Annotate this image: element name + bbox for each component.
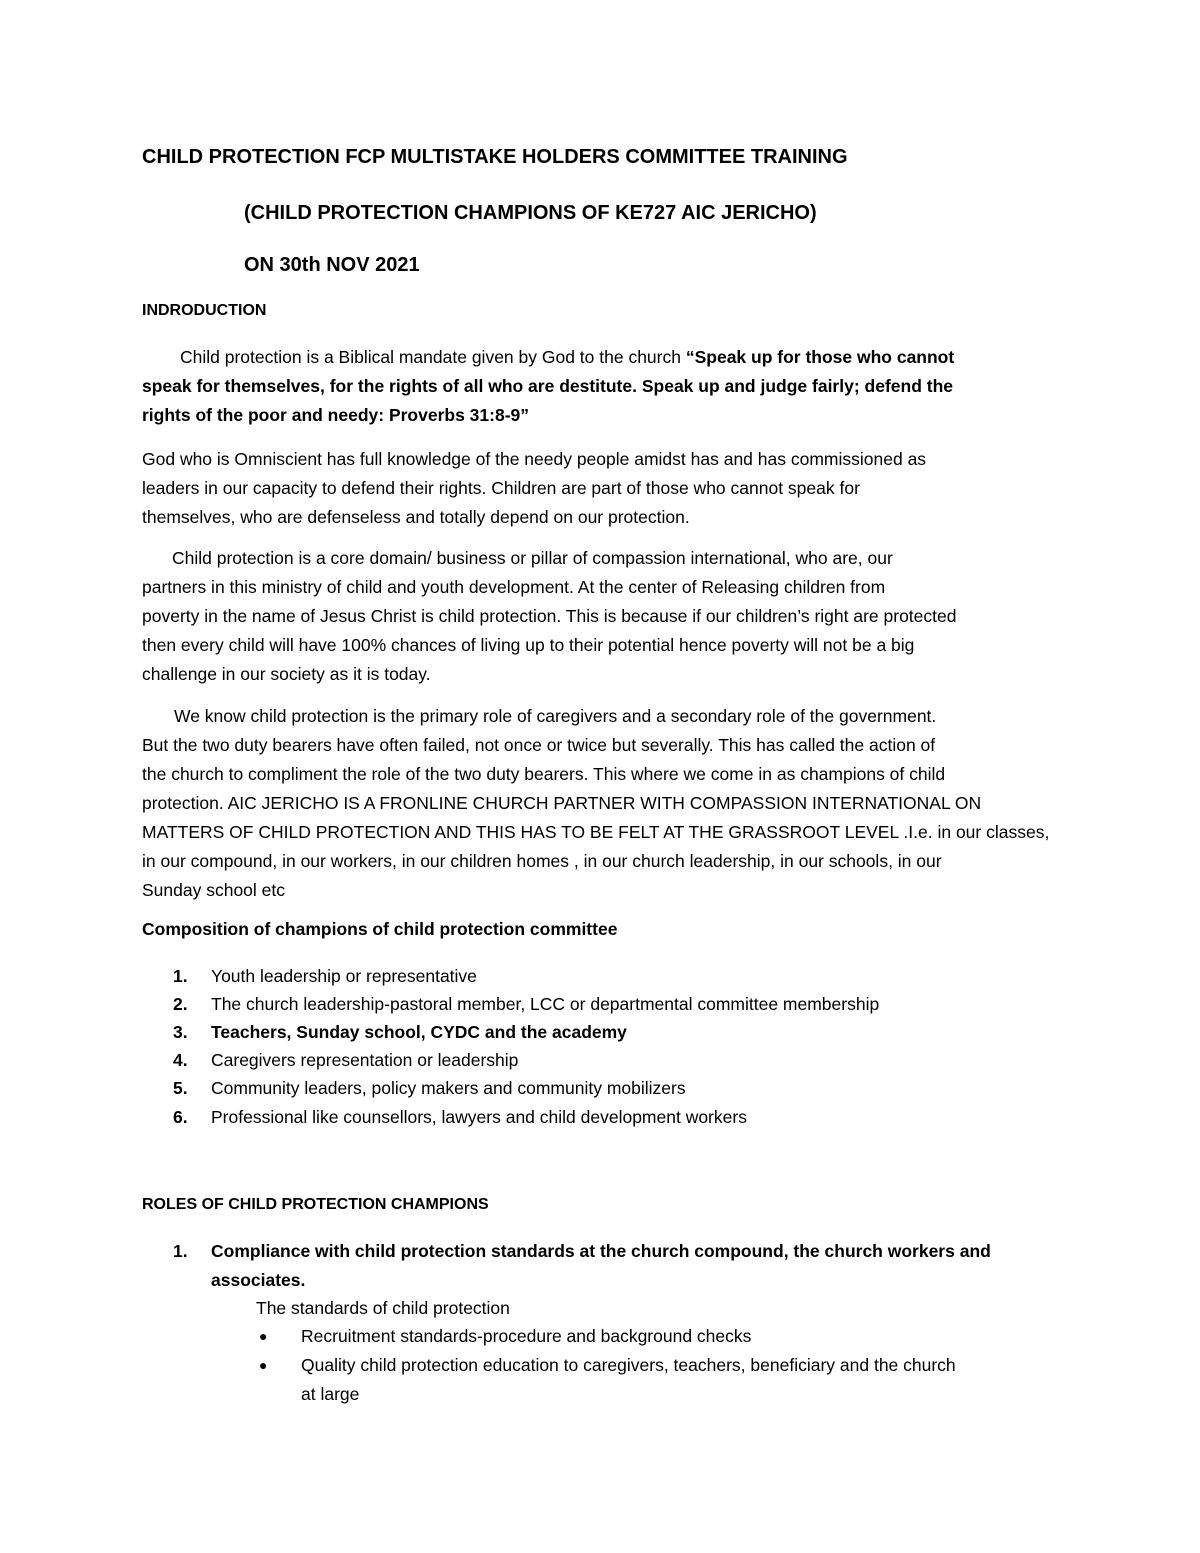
intro-paragraph-1 <box>142 343 1067 430</box>
doc-title-line-2: (CHILD PROTECTION CHAMPIONS OF KE727 AIC JERICHO) <box>244 202 817 224</box>
composition-heading: Composition of champions of child protection committee <box>142 919 618 939</box>
intro-paragraph-1-line-3: rights of the poor and needy: Proverbs 31:8-9” <box>142 405 530 425</box>
bullet-icon: ● <box>259 1357 268 1373</box>
bullet-icon: ● <box>259 1328 268 1344</box>
intro-paragraph-1-line-2: speak for themselves, for the rights of all who are destitute. Speak up and judge fairly; defend the <box>142 376 953 396</box>
roles-heading: ROLES OF CHILD PROTECTION CHAMPIONS <box>142 1196 489 1213</box>
document-page: CHILD PROTECTION FCP MULTISTAKE HOLDERS COMMITTEE TRAINING (CHILD PROTECTION CHAMPIONS OF KE727 AIC JERICHO) ON 30th NOV 2021 INDRODUCTION Child protection is a Biblical mandate given by God to the church “Speak up for those who cannot speak for themselves, for the rights of all who are destitute. Speak up and judge fairly; defend the rights of the poor and needy: Proverbs 31:8-9” God who is Omniscient has full knowledge of the needy people amidst has and has commissioned as leaders in our capacity to defend their rights. Children are part of those who cannot speak for themselves, who are defenseless and totally depend on our protection. Child protection is a core domain/ business or pillar of compassion international, who are, our partners in this ministry of child and youth development. At the center of Releasing children from poverty in the name of Jesus Christ is child protection. This is because if our children’s right are protected then every child will have 100% chances of living up to their potential hence poverty will not be a big challenge in our society as it is today. We know child protection is the primary role of caregivers and a secondary role of the government. But the two duty bearers have often failed, not once or twice but severally. This has called the action of the church to compliment the role of the two duty bearers. This where we come in as champions of child protection. AIC JERICHO IS A FRONLINE CHURCH PARTNER WITH COMPASSION INTERNATIONAL ON MATTERS OF CHILD PROTECTION AND THIS HAS TO BE FELT AT THE GRASSROOT LEVEL .I.e. in our classes, in our compound, in our workers, in our children homes , in our church leadership, in our schools, in our Sunday school etc Composition of champions of child protection committee 1. Youth leadership or representative 2. The church leadership-pastoral member, LCC or departmental committee membership 3. Teachers, Sunday school, CYDC and the academy 4. Caregivers representation or leadership 5. Community leaders, policy makers and community mobilizers 6. Professional like counsellors, lawyers and child development workers ROLES OF CHILD PROTECTION CHAMPIONS 1. Compliance with child protection standards at the church compound, the church workers and associates. The standards of child protection ● Recruitment standards-procedure and background checks ● Quality child protection education to caregivers, teachers, beneficiary and the church at large <box>0 0 1200 1553</box>
intro-paragraph-4: We know child protection is the primary role of caregivers and a secondary role of the government. But the two duty bearers have often failed, not once or twice but severally. This has called the action of the church to compliment the role of the two duty bearers. This where we come in as champions of child protection. AIC JERICHO IS A FRONLINE CHURCH PARTNER WITH COMPASSION INTERNATIONAL ON MATTERS OF CHILD PROTECTION AND THIS HAS TO BE FELT AT THE GRASSROOT LEVEL .I.e. in our classes, in our compound, in our workers, in our children homes , in our church leadership, in our schools, in our Sunday school etc <box>142 706 1050 900</box>
intro-paragraph-1-line-1: Child protection is a Biblical mandate given by God to the church “Speak up for those who cannot <box>180 347 955 367</box>
intro-paragraph-3: Child protection is a core domain/ business or pillar of compassion international, who are, our partners in this ministry of child and youth development. At the center of Releasing children from poverty in the name of Jesus Christ is child protection. This is because if our children’s right are protected then every child will have 100% chances of living up to their potential hence poverty will not be a big challenge in our society as it is today. <box>142 548 957 684</box>
doc-title-line-3: ON 30th NOV 2021 <box>244 254 420 276</box>
standards-intro: The standards of child protection <box>256 1298 510 1318</box>
doc-title-line-1: CHILD PROTECTION FCP MULTISTAKE HOLDERS COMMITTEE TRAINING <box>142 146 848 168</box>
intro-paragraph-2: God who is Omniscient has full knowledge of the needy people amidst has and has commissioned as leaders in our capacity to defend their rights. Children are part of those who cannot speak for themselves, who are defenseless and totally depend on our protection. <box>142 449 927 527</box>
intro-heading: INDRODUCTION <box>142 302 267 319</box>
